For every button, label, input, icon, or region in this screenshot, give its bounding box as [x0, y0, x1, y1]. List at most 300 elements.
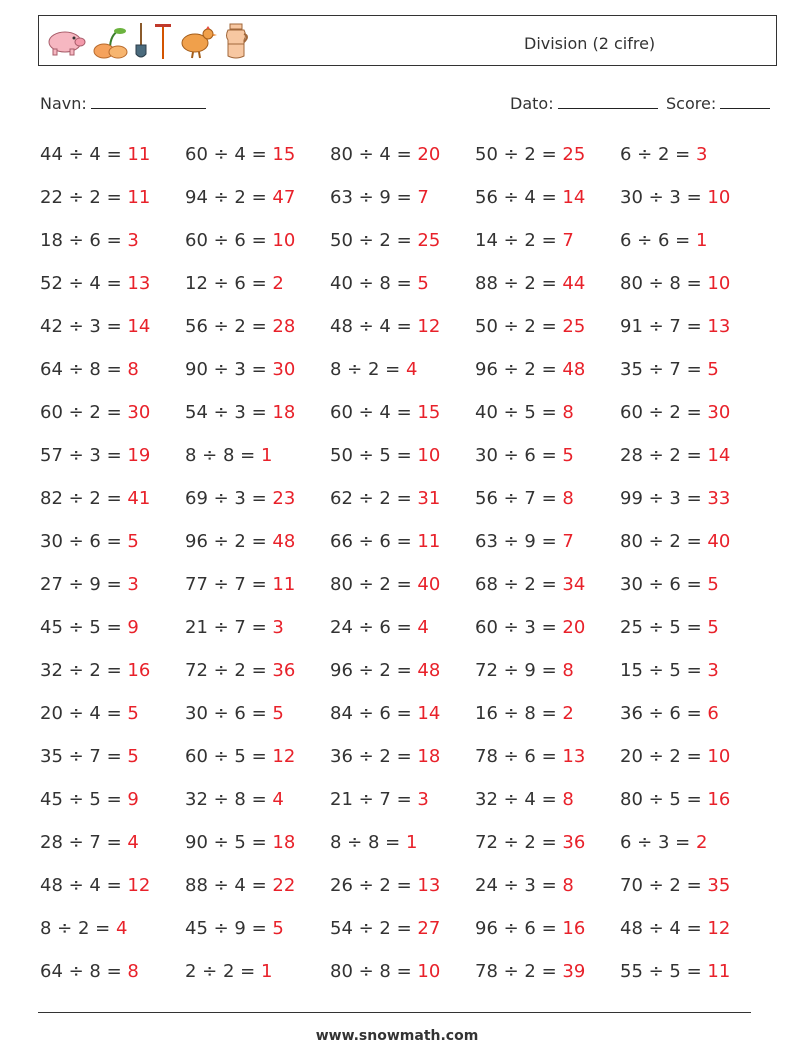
problem-question: 27 ÷ 9 = [40, 574, 128, 595]
division-problem [185, 226, 295, 256]
problem-answer: 3 [272, 617, 284, 638]
problem-question: 28 ÷ 2 = [620, 445, 708, 466]
problem-answer: 1 [260, 961, 273, 982]
problem-question: 48 ÷ 4 = [620, 918, 708, 939]
problem-question: 62 ÷ 2 = [330, 488, 418, 509]
problem-question: 60 ÷ 6 = [185, 230, 273, 251]
division-problem [40, 828, 139, 858]
score-line [720, 107, 770, 109]
problem-question: 96 ÷ 6 = [475, 918, 563, 939]
problem-question: 56 ÷ 2 = [185, 316, 273, 337]
division-problem [475, 226, 574, 256]
problem-question: 88 ÷ 2 = [475, 273, 563, 294]
problem-question: 66 ÷ 6 = [330, 531, 418, 552]
footer-divider [38, 1012, 751, 1013]
problem-answer: 25 [562, 316, 586, 337]
problem-question: 24 ÷ 6 = [330, 617, 418, 638]
problem-question: 42 ÷ 3 = [40, 316, 128, 337]
division-problem [620, 914, 730, 944]
problem-row [40, 441, 780, 484]
problem-answer: 8 [127, 961, 139, 982]
problem-answer: 14 [562, 187, 586, 208]
division-problem [475, 914, 585, 944]
problem-answer: 8 [562, 402, 574, 423]
problem-answer: 28 [272, 316, 296, 337]
division-problem [40, 484, 150, 514]
score-label: Score: [666, 94, 717, 113]
division-problem [330, 355, 417, 385]
problem-question: 68 ÷ 2 = [475, 574, 563, 595]
problem-answer: 30 [272, 359, 296, 380]
problem-question: 56 ÷ 7 = [475, 488, 563, 509]
division-problem [475, 871, 574, 901]
problem-question: 32 ÷ 4 = [475, 789, 563, 810]
problem-answer: 13 [562, 746, 586, 767]
problem-question: 70 ÷ 2 = [620, 875, 708, 896]
problem-answer: 7 [417, 187, 429, 208]
problem-answer: 12 [707, 918, 731, 939]
problem-answer: 4 [115, 918, 128, 939]
division-problem [185, 312, 295, 342]
problem-row [40, 140, 780, 183]
problem-answer: 2 [272, 273, 284, 294]
division-problem [40, 871, 150, 901]
problem-answer: 11 [127, 187, 151, 208]
problem-answer: 8 [562, 660, 574, 681]
division-problem [620, 183, 730, 213]
problem-row [40, 398, 780, 441]
division-problem [185, 140, 295, 170]
problem-answer: 5 [272, 703, 284, 724]
problem-answer: 1 [405, 832, 418, 853]
division-problem [40, 656, 150, 686]
problem-question: 20 ÷ 2 = [620, 746, 708, 767]
division-problem [185, 484, 295, 514]
problem-question: 36 ÷ 2 = [330, 746, 418, 767]
division-problem [185, 441, 272, 471]
problem-question: 25 ÷ 5 = [620, 617, 708, 638]
problem-question: 45 ÷ 9 = [185, 918, 273, 939]
problem-question: 8 ÷ 2 = [40, 918, 116, 939]
division-problem [330, 183, 429, 213]
rake-icon [153, 22, 173, 60]
problem-answer: 5 [707, 359, 719, 380]
division-problem [620, 613, 719, 643]
problem-answer: 14 [127, 316, 151, 337]
problem-answer: 12 [417, 316, 441, 337]
division-problem [330, 226, 440, 256]
division-problem [40, 957, 139, 987]
problem-question: 50 ÷ 2 = [330, 230, 418, 251]
problem-question: 64 ÷ 8 = [40, 961, 128, 982]
problem-question: 2 ÷ 2 = [185, 961, 261, 982]
problem-question: 84 ÷ 6 = [330, 703, 418, 724]
problem-answer: 16 [127, 660, 151, 681]
problem-answer: 41 [127, 488, 151, 509]
division-problem [620, 527, 730, 557]
problem-answer: 36 [562, 832, 586, 853]
division-problem [475, 441, 574, 471]
division-problem [475, 355, 585, 385]
division-problem [330, 785, 429, 815]
problem-question: 60 ÷ 5 = [185, 746, 273, 767]
division-problem [620, 742, 730, 772]
problem-question: 56 ÷ 4 = [475, 187, 563, 208]
problem-question: 94 ÷ 2 = [185, 187, 273, 208]
division-problem [185, 613, 284, 643]
problem-answer: 9 [127, 789, 139, 810]
division-problem [40, 613, 139, 643]
problem-question: 30 ÷ 6 = [185, 703, 273, 724]
problem-row [40, 183, 780, 226]
problem-question: 80 ÷ 5 = [620, 789, 708, 810]
problem-answer: 10 [272, 230, 296, 251]
problem-question: 6 ÷ 3 = [620, 832, 696, 853]
date-label: Dato: [510, 94, 554, 113]
problem-question: 21 ÷ 7 = [185, 617, 273, 638]
problem-answer: 23 [272, 488, 296, 509]
problem-question: 20 ÷ 4 = [40, 703, 128, 724]
division-problem [620, 484, 730, 514]
division-problem [620, 269, 730, 299]
problem-question: 44 ÷ 4 = [40, 144, 128, 165]
division-problem [40, 140, 150, 170]
problem-row [40, 570, 780, 613]
division-problem [620, 140, 707, 170]
problem-answer: 35 [707, 875, 731, 896]
name-line [91, 107, 206, 109]
division-problem [330, 871, 440, 901]
problem-answer: 3 [707, 660, 719, 681]
problem-answer: 25 [562, 144, 586, 165]
problem-question: 60 ÷ 4 = [185, 144, 273, 165]
problem-question: 80 ÷ 2 = [620, 531, 708, 552]
problem-answer: 34 [562, 574, 586, 595]
problem-answer: 1 [695, 230, 708, 251]
division-problem [185, 570, 295, 600]
problem-row [40, 226, 780, 269]
problem-answer: 44 [562, 273, 586, 294]
problem-question: 30 ÷ 3 = [620, 187, 708, 208]
division-problem [40, 269, 150, 299]
problem-question: 80 ÷ 8 = [620, 273, 708, 294]
problem-answer: 48 [272, 531, 296, 552]
footer-url: www.snowmath.com [315, 1028, 479, 1044]
problem-answer: 6 [707, 703, 719, 724]
division-problem [40, 183, 150, 213]
division-problem [620, 398, 730, 428]
problem-question: 32 ÷ 2 = [40, 660, 128, 681]
division-problem [330, 828, 417, 858]
division-problem [475, 613, 585, 643]
problem-row [40, 355, 780, 398]
problem-answer: 33 [707, 488, 731, 509]
problem-question: 82 ÷ 2 = [40, 488, 128, 509]
division-problem [475, 742, 585, 772]
problem-question: 54 ÷ 2 = [330, 918, 418, 939]
problem-row [40, 828, 780, 871]
problem-question: 50 ÷ 5 = [330, 445, 418, 466]
division-problem [330, 914, 440, 944]
problem-answer: 11 [272, 574, 296, 595]
problem-question: 90 ÷ 5 = [185, 832, 273, 853]
problem-question: 55 ÷ 5 = [620, 961, 708, 982]
problem-answer: 10 [417, 961, 441, 982]
division-problem [475, 656, 574, 686]
problem-question: 90 ÷ 3 = [185, 359, 273, 380]
division-problem [185, 871, 295, 901]
division-problem [185, 656, 295, 686]
problem-question: 99 ÷ 3 = [620, 488, 708, 509]
division-problem [185, 914, 284, 944]
division-problem [330, 957, 440, 987]
problem-question: 12 ÷ 6 = [185, 273, 273, 294]
division-problem [475, 570, 585, 600]
problem-question: 6 ÷ 2 = [620, 144, 696, 165]
division-problem [185, 785, 284, 815]
problem-question: 50 ÷ 2 = [475, 316, 563, 337]
problem-answer: 4 [127, 832, 139, 853]
problem-question: 28 ÷ 7 = [40, 832, 128, 853]
problem-answer: 10 [707, 187, 731, 208]
division-problem [40, 312, 150, 342]
problem-question: 60 ÷ 4 = [330, 402, 418, 423]
problem-row [40, 914, 780, 957]
division-problem [475, 527, 574, 557]
division-problem [620, 441, 730, 471]
division-problem [620, 570, 719, 600]
problem-answer: 3 [417, 789, 429, 810]
problem-answer: 16 [562, 918, 586, 939]
problem-row [40, 699, 780, 742]
division-problem [40, 226, 139, 256]
problem-answer: 10 [417, 445, 441, 466]
division-problem [620, 355, 719, 385]
problem-question: 48 ÷ 4 = [40, 875, 128, 896]
problem-question: 60 ÷ 2 = [40, 402, 128, 423]
division-problem [330, 742, 440, 772]
problem-question: 80 ÷ 4 = [330, 144, 418, 165]
date-field[interactable] [510, 94, 658, 113]
division-problem [330, 527, 440, 557]
problem-answer: 13 [127, 273, 151, 294]
division-problem [475, 140, 585, 170]
problem-question: 18 ÷ 6 = [40, 230, 128, 251]
problem-question: 15 ÷ 5 = [620, 660, 708, 681]
problem-answer: 5 [707, 574, 719, 595]
problem-question: 35 ÷ 7 = [620, 359, 708, 380]
score-field[interactable] [666, 94, 770, 113]
problem-answer: 5 [272, 918, 284, 939]
problem-question: 77 ÷ 7 = [185, 574, 273, 595]
division-problem [330, 570, 440, 600]
shovel-icon [133, 22, 149, 60]
pig-icon [43, 26, 87, 56]
problem-question: 78 ÷ 2 = [475, 961, 563, 982]
problem-question: 35 ÷ 7 = [40, 746, 128, 767]
division-problem [475, 398, 574, 428]
problem-answer: 1 [260, 445, 273, 466]
problem-answer: 4 [405, 359, 418, 380]
division-problem [620, 226, 707, 256]
problem-answer: 5 [127, 703, 139, 724]
division-problem [185, 957, 272, 987]
problem-answer: 10 [707, 273, 731, 294]
division-problem [620, 656, 719, 686]
problem-question: 8 ÷ 2 = [330, 359, 406, 380]
problem-answer: 5 [127, 531, 139, 552]
problem-answer: 12 [127, 875, 151, 896]
problem-answer: 5 [562, 445, 574, 466]
problem-answer: 18 [272, 402, 296, 423]
division-problem [40, 742, 139, 772]
problem-question: 63 ÷ 9 = [330, 187, 418, 208]
problem-question: 26 ÷ 2 = [330, 875, 418, 896]
problem-row [40, 742, 780, 785]
problem-answer: 2 [562, 703, 574, 724]
problem-question: 72 ÷ 2 = [475, 832, 563, 853]
division-problem [40, 355, 139, 385]
problem-row [40, 613, 780, 656]
problem-grid [40, 140, 780, 1000]
problem-answer: 18 [417, 746, 441, 767]
problem-question: 6 ÷ 6 = [620, 230, 696, 251]
header-icons [43, 21, 251, 61]
problem-answer: 8 [127, 359, 139, 380]
division-problem [185, 355, 295, 385]
division-problem [330, 269, 429, 299]
division-problem [185, 269, 284, 299]
problem-answer: 31 [417, 488, 441, 509]
problem-question: 60 ÷ 2 = [620, 402, 708, 423]
division-problem [620, 871, 730, 901]
problem-answer: 36 [272, 660, 296, 681]
problem-question: 8 ÷ 8 = [330, 832, 406, 853]
date-line [558, 107, 658, 109]
problem-question: 40 ÷ 8 = [330, 273, 418, 294]
division-problem [330, 140, 440, 170]
problem-question: 96 ÷ 2 = [475, 359, 563, 380]
problem-answer: 22 [272, 875, 296, 896]
problem-answer: 11 [127, 144, 151, 165]
division-problem [40, 570, 139, 600]
problem-answer: 48 [417, 660, 441, 681]
problem-answer: 4 [417, 617, 429, 638]
division-problem [185, 699, 284, 729]
jug-icon [221, 22, 251, 60]
problem-row [40, 871, 780, 914]
division-problem [620, 785, 730, 815]
problem-question: 60 ÷ 3 = [475, 617, 563, 638]
problem-answer: 25 [417, 230, 441, 251]
division-problem [330, 441, 440, 471]
worksheet-title: Division (2 cifre) [524, 34, 656, 53]
problem-row [40, 656, 780, 699]
problem-answer: 9 [127, 617, 139, 638]
problem-answer: 15 [417, 402, 441, 423]
problem-row [40, 527, 780, 570]
problem-question: 64 ÷ 8 = [40, 359, 128, 380]
problem-answer: 47 [272, 187, 296, 208]
division-problem [185, 183, 295, 213]
division-problem [185, 527, 295, 557]
problem-answer: 7 [562, 230, 574, 251]
division-problem [620, 957, 730, 987]
problem-answer: 20 [562, 617, 586, 638]
problem-answer: 14 [707, 445, 731, 466]
problem-answer: 3 [127, 574, 139, 595]
problem-question: 16 ÷ 8 = [475, 703, 563, 724]
problem-answer: 13 [417, 875, 441, 896]
problem-question: 21 ÷ 7 = [330, 789, 418, 810]
problem-answer: 3 [127, 230, 139, 251]
problem-answer: 3 [695, 144, 708, 165]
division-problem [475, 699, 574, 729]
problem-answer: 40 [707, 531, 731, 552]
problem-question: 24 ÷ 3 = [475, 875, 563, 896]
division-problem [185, 398, 295, 428]
problem-answer: 12 [272, 746, 296, 767]
problem-answer: 20 [417, 144, 441, 165]
problem-question: 78 ÷ 6 = [475, 746, 563, 767]
problem-answer: 18 [272, 832, 296, 853]
problem-answer: 4 [272, 789, 284, 810]
division-problem [185, 742, 295, 772]
problem-question: 45 ÷ 5 = [40, 617, 128, 638]
problem-answer: 39 [562, 961, 586, 982]
problem-answer: 30 [127, 402, 151, 423]
division-problem [475, 828, 585, 858]
problem-question: 45 ÷ 5 = [40, 789, 128, 810]
division-problem [330, 613, 429, 643]
problem-row [40, 957, 780, 1000]
division-problem [330, 699, 440, 729]
problem-answer: 5 [707, 617, 719, 638]
problem-answer: 16 [707, 789, 731, 810]
problem-row [40, 484, 780, 527]
division-problem [330, 656, 440, 686]
problem-question: 96 ÷ 2 = [330, 660, 418, 681]
division-problem [475, 269, 585, 299]
problem-question: 96 ÷ 2 = [185, 531, 273, 552]
problem-question: 52 ÷ 4 = [40, 273, 128, 294]
problem-question: 48 ÷ 4 = [330, 316, 418, 337]
problem-answer: 5 [417, 273, 429, 294]
problem-question: 14 ÷ 2 = [475, 230, 563, 251]
problem-question: 80 ÷ 8 = [330, 961, 418, 982]
worksheet-header [38, 15, 777, 66]
problem-question: 69 ÷ 3 = [185, 488, 273, 509]
problem-answer: 15 [272, 144, 296, 165]
name-field[interactable] [40, 94, 206, 113]
problem-question: 88 ÷ 4 = [185, 875, 273, 896]
problem-answer: 14 [417, 703, 441, 724]
division-problem [475, 484, 574, 514]
division-problem [620, 828, 707, 858]
problem-question: 30 ÷ 6 = [475, 445, 563, 466]
division-problem [475, 183, 585, 213]
problem-row [40, 312, 780, 355]
problem-question: 30 ÷ 6 = [620, 574, 708, 595]
seedling-peach-icon [91, 23, 129, 59]
problem-question: 72 ÷ 9 = [475, 660, 563, 681]
problem-answer: 8 [562, 789, 574, 810]
problem-question: 36 ÷ 6 = [620, 703, 708, 724]
problem-answer: 10 [707, 746, 731, 767]
problem-answer: 8 [562, 488, 574, 509]
problem-answer: 40 [417, 574, 441, 595]
division-problem [40, 398, 150, 428]
